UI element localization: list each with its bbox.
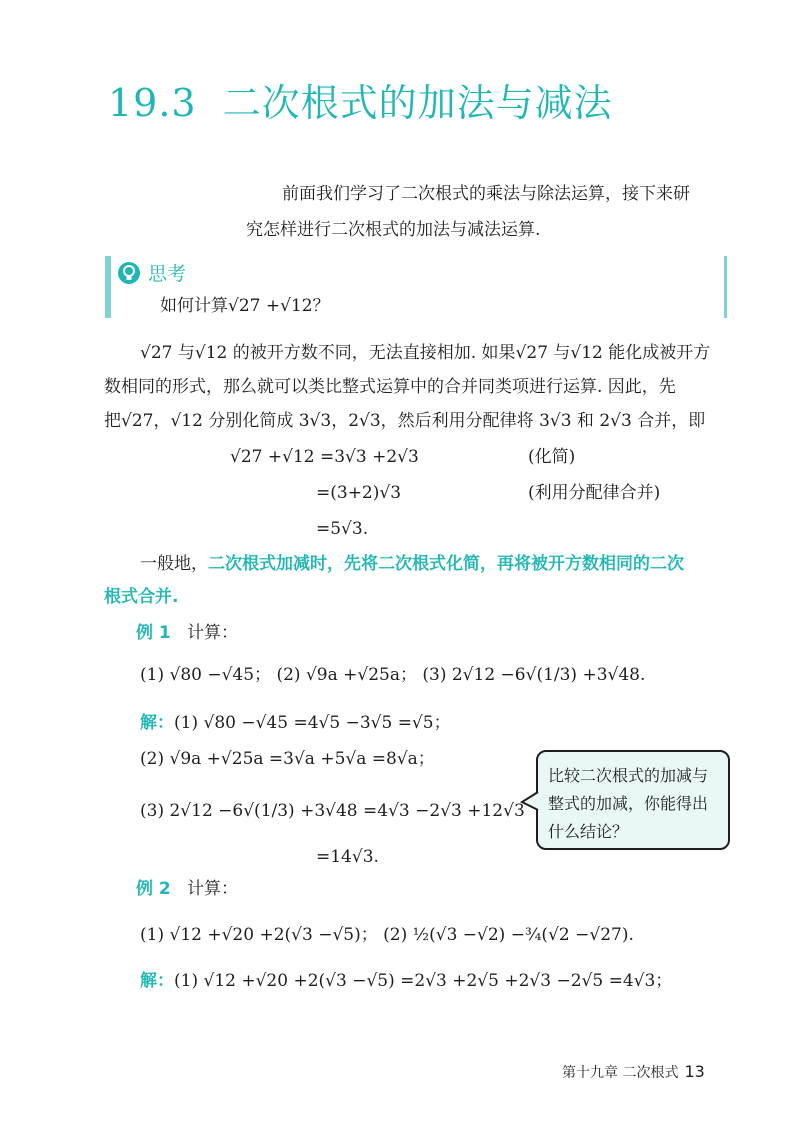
example-2-prompt: 计算：	[186, 879, 238, 899]
example-1-solution-label: 解：	[140, 713, 174, 733]
rule-highlight-2: 根式合并.	[104, 587, 179, 607]
derivation-step-2: =(3+2)√3	[316, 483, 402, 503]
rule-prefix: 一般地，	[140, 554, 208, 574]
think-box-right-bar	[724, 256, 727, 318]
example-1-step-3: (3) 2√12 −6√(1/3) +3√48 =4√3 −2√3 +12√3	[140, 801, 525, 821]
example-1-solution-1	[140, 712, 451, 734]
rule-line-1	[140, 553, 684, 575]
section-title	[108, 72, 613, 127]
derivation-note-2: (利用分配律合并)	[528, 483, 661, 503]
body-line-1: √27 与√12 的被开方数不同，无法直接相加. 如果√27 与√12 能化成被开方	[140, 343, 711, 363]
intro-line-2: 究怎样进行二次根式的加法与减法运算.	[246, 220, 541, 240]
example-2-heading	[136, 878, 238, 900]
section-name: 二次根式的加法与减法	[222, 81, 613, 125]
page-footer	[562, 1062, 705, 1082]
example-1-step-1: (1) √80 −√45 =4√5 −3√5 =√5；	[174, 713, 451, 733]
derivation-step-3: =5√3.	[316, 519, 369, 539]
example-1-step-2: (2) √9a +√25a =3√a +5√a =8√a；	[140, 749, 435, 769]
intro-line-1: 前面我们学习了二次根式的乘法与除法运算，接下来研	[282, 184, 690, 204]
body-line-2: 数相同的形式，那么就可以类比整式运算中的合并同类项进行运算. 因此，先	[104, 377, 676, 397]
body-line-3: 把√27，√12 分别化简成 3√3，2√3，然后利用分配律将 3√3 和 2√3 合并，即	[104, 411, 706, 431]
section-number: 19.3	[108, 81, 197, 125]
callout-tail	[520, 790, 540, 812]
callout-text: 比较二次根式的加减与整式的加减，你能得出什么结论？	[548, 766, 709, 841]
example-2-solution-label: 解：	[140, 971, 174, 991]
example-1-problems: (1) √80 −√45； (2) √9a +√25a； (3) 2√12 −6√(1/3) +3√48.	[140, 665, 646, 685]
example-2-solution-1	[140, 970, 672, 992]
think-label: 思考	[148, 263, 187, 285]
example-1-heading	[136, 622, 238, 644]
derivation-step-1: √27 +√12 =3√3 +2√3	[230, 447, 419, 467]
example-1-step-4: =14√3.	[316, 847, 379, 867]
rule-highlight-1: 二次根式加减时，先将二次根式化简，再将被开方数相同的二次	[208, 554, 684, 574]
think-box-left-bar	[105, 256, 111, 318]
footer-chapter: 第十九章 二次根式	[562, 1065, 679, 1081]
page-number: 13	[684, 1062, 705, 1081]
example-1-label: 例 1	[136, 623, 171, 643]
example-1-prompt: 计算：	[186, 623, 238, 643]
example-2-problems: (1) √12 +√20 +2(√3 −√5)； (2) ½(√3 −√2) −¾(√2 −√27).	[140, 925, 634, 945]
lightbulb-icon	[118, 262, 140, 284]
example-2-label: 例 2	[136, 879, 171, 899]
derivation-note-1: (化简)	[528, 447, 576, 467]
think-question: 如何计算√27 +√12？	[160, 296, 330, 316]
example-2-step-1: (1) √12 +√20 +2(√3 −√5) =2√3 +2√5 +2√3 −2√5 =4√3；	[174, 971, 673, 991]
